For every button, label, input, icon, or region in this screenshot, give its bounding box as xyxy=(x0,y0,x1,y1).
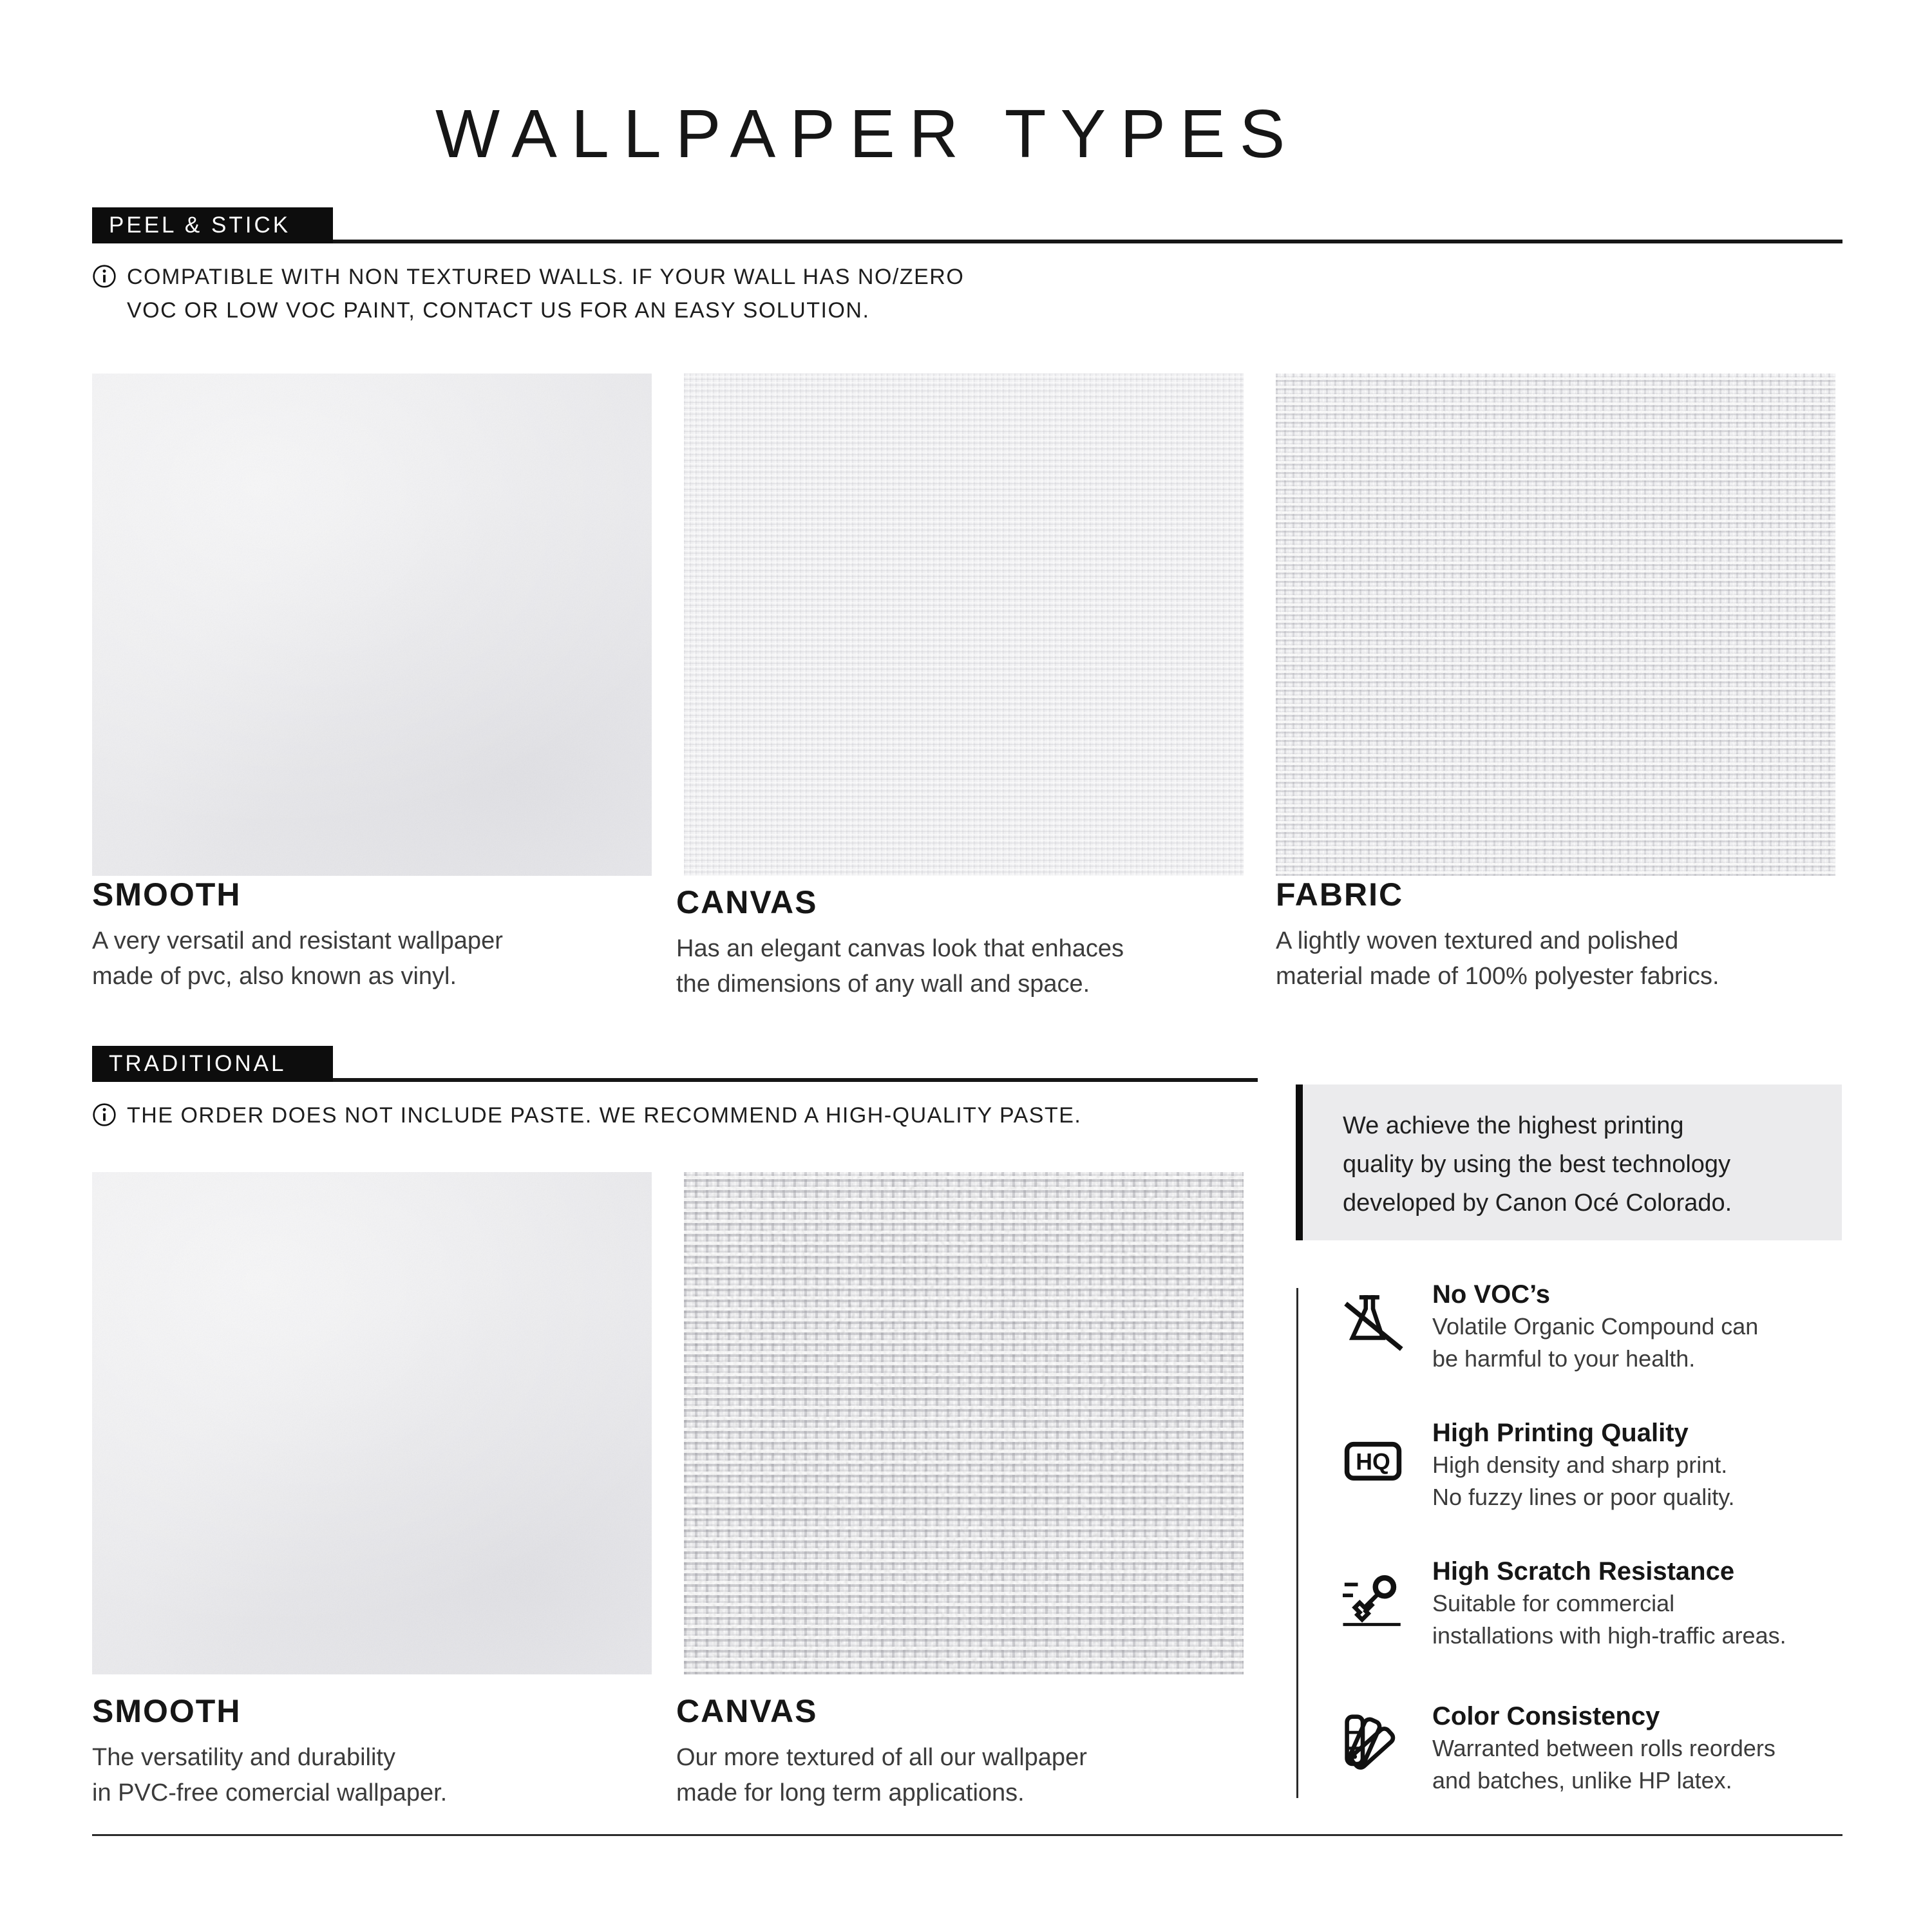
info-icon xyxy=(92,264,117,289)
texture-sample-peel-canvas xyxy=(684,374,1244,876)
feature-no-voc xyxy=(1343,1278,1852,1375)
traditional-note xyxy=(92,1099,1251,1132)
texture-name: FABRIC xyxy=(1276,876,1404,913)
info-icon xyxy=(92,1103,117,1127)
feature-high-printing-quality xyxy=(1343,1417,1852,1513)
section-badge-peel-stick: PEEL & STICK xyxy=(92,207,333,243)
feature-desc-line2: installations with high-traffic areas. xyxy=(1432,1622,1786,1649)
printing-quality-quote xyxy=(1296,1084,1842,1240)
feature-title: High Printing Quality xyxy=(1432,1419,1689,1447)
traditional-canvas-label xyxy=(676,1692,1256,1811)
feature-desc-line1: Suitable for commercial xyxy=(1432,1590,1675,1616)
peel-smooth-label xyxy=(92,876,672,994)
color-swatches-icon xyxy=(1343,1705,1403,1783)
peel-stick-section-rule xyxy=(92,240,1842,243)
peel-canvas-label xyxy=(676,884,1256,1002)
traditional-smooth-label xyxy=(92,1692,672,1811)
texture-desc-line1: Has an elegant canvas look that enhaces xyxy=(676,935,1124,962)
peel-stick-note xyxy=(92,260,1187,327)
quote-line2: quality by using the best technology xyxy=(1343,1151,1731,1178)
feature-desc-line2: be harmful to your health. xyxy=(1432,1345,1696,1372)
texture-name: SMOOTH xyxy=(92,1693,242,1729)
traditional-note-line: THE ORDER DOES NOT INCLUDE PASTE. WE RECOMMEND A HIGH-QUALITY PASTE. xyxy=(127,1103,1082,1128)
feature-high-scratch-resistance xyxy=(1343,1555,1852,1652)
texture-desc-line2: in PVC-free comercial wallpaper. xyxy=(92,1779,448,1806)
texture-desc-line2: material made of 100% polyester fabrics. xyxy=(1276,963,1719,990)
footer-rule xyxy=(92,1834,1842,1836)
quote-line3: developed by Canon Océ Colorado. xyxy=(1343,1189,1732,1217)
texture-desc-line1: Our more textured of all our wallpaper xyxy=(676,1744,1087,1771)
texture-desc-line2: the dimensions of any wall and space. xyxy=(676,971,1090,998)
features-divider xyxy=(1296,1288,1298,1798)
no-voc-flask-icon xyxy=(1343,1283,1403,1361)
texture-sample-peel-fabric xyxy=(1276,374,1835,876)
feature-title: High Scratch Resistance xyxy=(1432,1557,1735,1586)
feature-title: No VOC’s xyxy=(1432,1280,1550,1309)
texture-sample-traditional-smooth xyxy=(92,1172,652,1674)
texture-desc-line2: made for long term applications. xyxy=(676,1779,1025,1806)
texture-name: CANVAS xyxy=(676,884,818,920)
peel-stick-note-line2: VOC OR LOW VOC PAINT, CONTACT US FOR AN EASY SOLUTION. xyxy=(127,298,870,323)
texture-desc-line2: made of pvc, also known as vinyl. xyxy=(92,963,457,990)
texture-desc-line1: The versatility and durability xyxy=(92,1744,395,1771)
feature-desc-line2: No fuzzy lines or poor quality. xyxy=(1432,1484,1735,1510)
texture-sample-traditional-canvas xyxy=(684,1172,1244,1674)
feature-desc-line2: and batches, unlike HP latex. xyxy=(1432,1767,1732,1794)
feature-desc-line1: High density and sharp print. xyxy=(1432,1452,1728,1478)
texture-desc-line1: A very versatil and resistant wallpaper xyxy=(92,927,503,954)
svg-text:HQ: HQ xyxy=(1356,1449,1390,1475)
peel-stick-note-line1: COMPATIBLE WITH NON TEXTURED WALLS. IF YOUR WALL HAS NO/ZERO xyxy=(127,265,965,289)
page-title: WALLPAPER TYPES xyxy=(435,96,1300,172)
feature-color-consistency xyxy=(1343,1700,1852,1797)
section-badge-traditional: TRADITIONAL xyxy=(92,1046,333,1082)
peel-fabric-label xyxy=(1276,876,1855,994)
feature-desc-line1: Warranted between rolls reorders xyxy=(1432,1735,1776,1761)
hq-badge-icon xyxy=(1343,1422,1403,1499)
quote-line1: We achieve the highest printing xyxy=(1343,1112,1684,1139)
feature-title: Color Consistency xyxy=(1432,1702,1660,1730)
texture-name: SMOOTH xyxy=(92,876,242,913)
texture-name: CANVAS xyxy=(676,1693,818,1729)
feature-desc-line1: Volatile Organic Compound can xyxy=(1432,1313,1759,1340)
texture-desc-line1: A lightly woven textured and polished xyxy=(1276,927,1679,954)
scratch-key-icon xyxy=(1343,1560,1403,1638)
texture-sample-peel-smooth xyxy=(92,374,652,876)
